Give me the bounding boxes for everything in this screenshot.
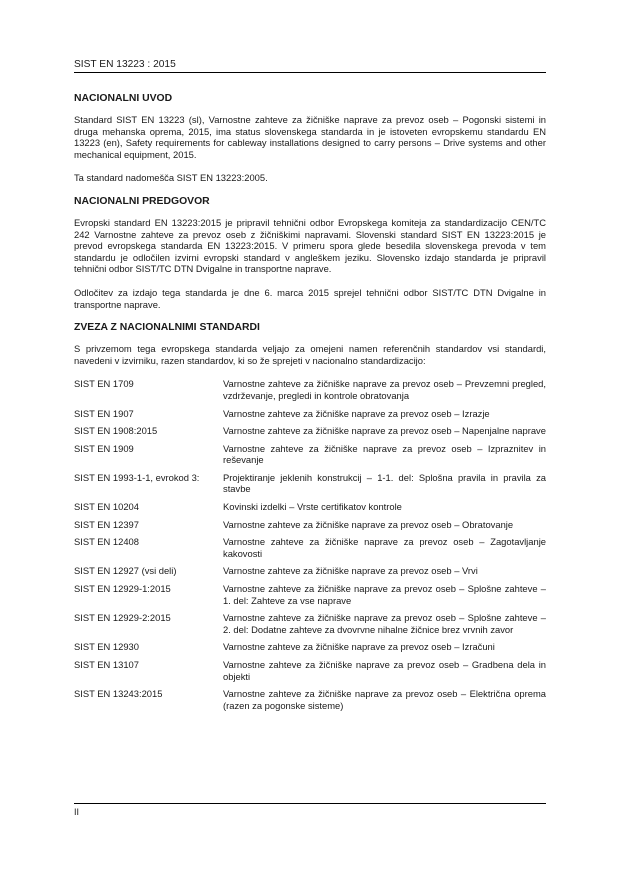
uvod-paragraph-2: Ta standard nadomešča SIST EN 13223:2005. (74, 172, 268, 184)
page-content (74, 93, 546, 717)
reference-title: Varnostne zahteve za žičniške naprave za prevoz oseb – Napenjalne naprave (223, 425, 546, 437)
reference-row (74, 519, 546, 531)
reference-code: SIST EN 1709 (74, 378, 134, 390)
reference-code: SIST EN 12930 (74, 641, 139, 653)
reference-row (74, 443, 546, 466)
reference-title: Varnostne zahteve za žičniške naprave za prevoz oseb – Vrvi (223, 565, 478, 577)
footer-rule (74, 803, 546, 804)
heading-zveza: ZVEZA Z NACIONALNIMI STANDARDI (74, 322, 260, 334)
reference-code: SIST EN 12927 (vsi deli) (74, 565, 177, 577)
reference-title: Varnostne zahteve za žičniške naprave za prevoz oseb – Splošne zahteve – 1. del: Zahteve za vse naprave (223, 583, 546, 606)
reference-list (74, 378, 546, 711)
reference-row (74, 583, 546, 606)
reference-code: SIST EN 1909 (74, 442, 134, 454)
uvod-paragraph-1: Standard SIST EN 13223 (sl), Varnostne zahteve za žičniške naprave za prevoz oseb – Pogonski sistemi in druga mehanska oprema, 2015, ima status slovenskega standarda in je istoveten evropskemu standardu EN 13223 (en), Safety requirements for cableway installations designed to carry persons – Drive systems and other mechanical equipment, 2015. (74, 114, 546, 160)
reference-code: SIST EN 12397 (74, 518, 139, 530)
reference-row (74, 378, 546, 401)
reference-row (74, 472, 546, 495)
reference-title: Kovinski izdelki – Vrste certifikatov kontrole (223, 501, 402, 513)
reference-row (74, 641, 546, 653)
zveza-paragraph-1: S privzemom tega evropskega standarda veljajo za omejeni namen referenčnih standardov vsi standardi, navedeni v izvirniku, razen standardov, ki so že sprejeti v nacionalno standardizacijo: (74, 343, 546, 366)
reference-row (74, 612, 546, 635)
reference-title: Varnostne zahteve za žičniške naprave za prevoz oseb – Splošne zahteve – 2. del: Dodatne zahteve za dvovrvne nihalne žičnice brez vrvnih zavor (223, 612, 546, 635)
reference-code: SIST EN 12408 (74, 536, 139, 548)
reference-row (74, 501, 546, 513)
reference-title: Projektiranje jeklenih konstrukcij – 1-1. del: Splošna pravila in pravila za stavbe (223, 471, 546, 495)
reference-row (74, 425, 546, 437)
reference-code: SIST EN 12929-2:2015 (74, 612, 171, 624)
reference-code: SIST EN 13107 (74, 659, 139, 670)
reference-title: Varnostne zahteve za žičniške naprave za prevoz oseb – Zagotavljanje kakovosti (223, 536, 546, 559)
reference-code: SIST EN 1908:2015 (74, 425, 158, 437)
reference-title: Varnostne zahteve za žičniške naprave za prevoz oseb – Električna oprema (razen za pogonske sisteme) (223, 688, 546, 711)
reference-row (74, 565, 546, 577)
header-rule (74, 72, 546, 73)
predgovor-paragraph-1: Evropski standard EN 13223:2015 je pripravil tehnični odbor Evropskega komiteja za standardizacijo CEN/TC 242 Varnostne zahteve za prevoz oseb z žičniškimi napravami. Slovenski standard SIST EN 13223:2015 je prevod evropskega standarda EN 13223:2015. V primeru spora glede besedila slovenskega prevoda v tem standardu je odločilen izvirni evropski standard v angleškem jeziku. Slovensko izdajo standarda je pripravil tehnični odbor SIST/TC DTN Dvigalne in transportne naprave. (74, 216, 546, 275)
heading-nacionalni-uvod: NACIONALNI UVOD (74, 93, 173, 104)
page-number: II (74, 807, 80, 817)
reference-title: Varnostne zahteve za žičniške naprave za prevoz oseb – Izrazje (223, 407, 490, 419)
reference-row (74, 536, 546, 559)
reference-title: Varnostne zahteve za žičniške naprave za prevoz oseb – Prevzemni pregled, vzdrževanje, pregledi in kontrole obratovanja (223, 378, 546, 401)
reference-row (74, 659, 546, 682)
reference-code: SIST EN 10204 (74, 501, 139, 513)
reference-title: Varnostne zahteve za žičniške naprave za prevoz oseb – Izpraznitev in reševanje (223, 442, 546, 466)
predgovor-paragraph-2: Odločitev za izdajo tega standarda je dne 6. marca 2015 sprejel tehnični odbor SIST/TC DTN Dvigalne in transportne naprave. (74, 286, 546, 310)
reference-code: SIST EN 13243:2015 (74, 688, 163, 700)
heading-nacionalni-predgovor: NACIONALNI PREDGOVOR (74, 195, 210, 207)
reference-code: SIST EN 1907 (74, 407, 134, 419)
reference-title: Varnostne zahteve za žičniške naprave za prevoz oseb – Obratovanje (223, 518, 514, 530)
reference-title: Varnostne zahteve za žičniške naprave za prevoz oseb – Gradbena dela in objekti (223, 659, 546, 682)
running-header: SIST EN 13223 : 2015 (74, 59, 176, 70)
reference-row (74, 408, 546, 420)
reference-code: SIST EN 1993-1-1, evrokod 3: (74, 471, 200, 483)
reference-row (74, 688, 546, 711)
reference-title: Varnostne zahteve za žičniške naprave za prevoz oseb – Izračuni (223, 641, 495, 653)
reference-code: SIST EN 12929-1:2015 (74, 583, 171, 595)
